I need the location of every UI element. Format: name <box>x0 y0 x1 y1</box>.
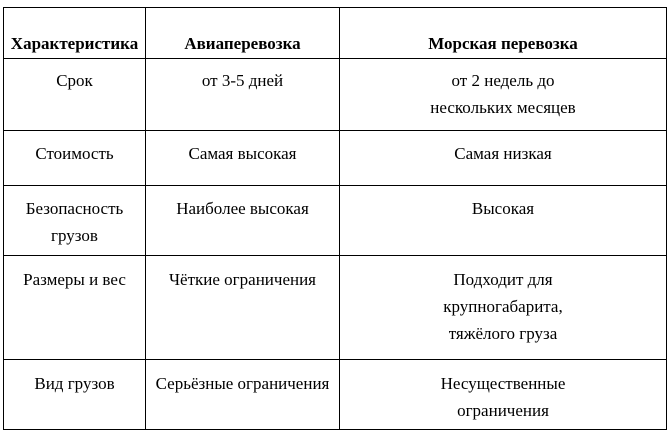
cell: Высокая <box>340 186 667 256</box>
comparison-table <box>3 7 667 430</box>
cell: от 3-5 дней <box>146 59 340 131</box>
cell: от 2 недель до нескольких месяцев <box>340 59 667 131</box>
cell: Срок <box>4 59 146 131</box>
header-characteristic: Характеристика <box>4 8 146 59</box>
cell: Самая низкая <box>340 131 667 186</box>
table-row <box>4 59 667 131</box>
cell: Несущественные ограничения <box>340 360 667 430</box>
cell: Стоимость <box>4 131 146 186</box>
cell: Самая высокая <box>146 131 340 186</box>
header-sea: Морская перевозка <box>340 8 667 59</box>
table-row <box>4 131 667 186</box>
table-row <box>4 360 667 430</box>
cell: Безопасность грузов <box>4 186 146 256</box>
header-air: Авиаперевозка <box>146 8 340 59</box>
cell: Наиболее высокая <box>146 186 340 256</box>
table-row <box>4 186 667 256</box>
cell: Подходит для крупногабарита, тяжёлого груза <box>340 256 667 360</box>
header-row <box>4 8 667 59</box>
cell: Серьёзные ограничения <box>146 360 340 430</box>
cell: Чёткие ограничения <box>146 256 340 360</box>
cell: Вид грузов <box>4 360 146 430</box>
cell: Размеры и вес <box>4 256 146 360</box>
table-row <box>4 256 667 360</box>
